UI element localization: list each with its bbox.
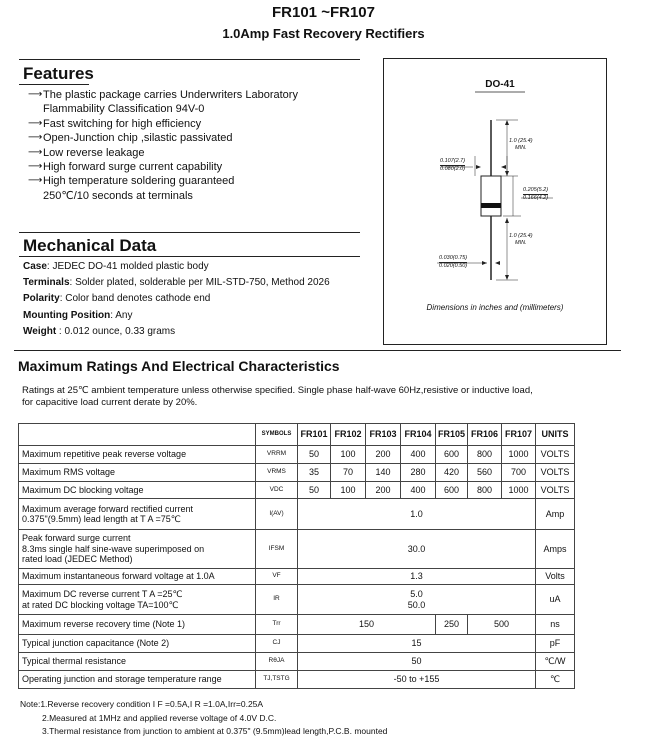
arrow-bullet-icon: ⟶ — [28, 161, 43, 173]
table-row — [19, 635, 575, 653]
table-cell: Typical thermal resistance — [19, 653, 256, 671]
feature-item: ⟶ Open-Junction chip ,silastic passivated — [28, 132, 233, 145]
table-cell: ℃ — [536, 671, 575, 689]
features-heading: Features — [23, 64, 94, 83]
table-cell: VF — [256, 569, 298, 585]
dim-wire-diameter: 0.030(0.75) 0.020(0.50) — [439, 255, 468, 269]
table-cell: 600 — [436, 446, 468, 464]
arrow-bullet-icon: ⟶ — [28, 117, 43, 129]
do41-package-drawing — [383, 58, 607, 345]
table-cell: 5.0 50.0 — [298, 585, 536, 615]
table-cell: I(AV) — [256, 499, 298, 530]
table-cell: 140 — [366, 464, 401, 482]
table-row — [19, 585, 575, 615]
table-cell: uA — [536, 585, 575, 615]
mechanical-row: Polarity: Color band denotes cathode end — [23, 293, 211, 305]
mechanical-row: Terminals: Solder plated, solderable per MIL-STD-750, Method 2026 — [23, 277, 330, 289]
table-cell: 70 — [331, 464, 366, 482]
dim-lead-top: 1.0 (25.4) MIN. — [509, 138, 533, 151]
table-row — [19, 671, 575, 689]
document-subtitle: 1.0Amp Fast Recovery Rectifiers — [222, 26, 425, 41]
table-cell: Amp — [536, 499, 575, 530]
document-title: FR101 ~FR107 — [272, 4, 375, 21]
table-cell: TJ,TSTG — [256, 671, 298, 689]
table-row — [19, 482, 575, 499]
table-cell: IFSM — [256, 530, 298, 569]
table-cell: RθJA — [256, 653, 298, 671]
table-cell: 1.0 — [298, 499, 536, 530]
table-cell: ℃/W — [536, 653, 575, 671]
feature-item: ⟶ High temperature soldering guaranteed 250℃/10 seconds at terminals — [28, 175, 235, 202]
table-cell: 700 — [502, 464, 536, 482]
table-cell: 200 — [366, 482, 401, 499]
ratings-description: Ratings at 25℃ ambient temperature unless otherwise specified. Single phase half-wave 60Hz,resistive or inductive load, for capacitive load current derate by 20%. — [22, 385, 533, 408]
table-cell: IR — [256, 585, 298, 615]
table-cell: 500 — [468, 615, 536, 635]
table-cell: Amps — [536, 530, 575, 569]
table-cell: 600 — [436, 482, 468, 499]
units-header: UNITS — [536, 424, 575, 446]
arrow-bullet-icon: ⟶ — [28, 89, 43, 100]
table-cell: Peak forward surge current 8.3ms single half sine-wave superimposed on rated load (JEDEC Method) — [19, 530, 256, 569]
table-cell: 150 — [298, 615, 436, 635]
table-cell: Maximum DC blocking voltage — [19, 482, 256, 499]
table-cell: VRRM — [256, 446, 298, 464]
arrow-bullet-icon: ⟶ — [28, 146, 43, 158]
table-cell: VOLTS — [536, 482, 575, 499]
table-cell: Trr — [256, 615, 298, 635]
table-cell: 560 — [468, 464, 502, 482]
table-cell: 50 — [298, 653, 536, 671]
table-cell: Operating junction and storage temperature range — [19, 671, 256, 689]
table-row — [19, 464, 575, 482]
ratings-heading: Maximum Ratings And Electrical Characteristics — [18, 358, 340, 374]
notes-section — [20, 698, 640, 739]
mechanical-row: Mounting Position: Any — [23, 309, 133, 321]
feature-item: ⟶ The plastic package carries Underwriters Laboratory Flammability Classification 94V-0 — [28, 89, 298, 116]
arrow-bullet-icon: ⟶ — [28, 175, 43, 187]
table-cell: Maximum DC reverse current T A =25℃ at rated DC blocking voltage TA=100℃ — [19, 585, 256, 615]
table-cell: 200 — [366, 446, 401, 464]
features-top-rule — [19, 59, 360, 60]
table-cell: 100 — [331, 446, 366, 464]
table-cell: -50 to +155 — [298, 671, 536, 689]
table-cell: Maximum reverse recovery time (Note 1) — [19, 615, 256, 635]
table-cell: 1.3 — [298, 569, 536, 585]
table-cell: CJ — [256, 635, 298, 653]
features-heading-rule — [19, 84, 89, 85]
table-cell: VDC — [256, 482, 298, 499]
part-header: FR101 — [298, 424, 331, 446]
cathode-band — [481, 203, 501, 208]
table-row — [19, 530, 575, 569]
table-cell: 250 — [436, 615, 468, 635]
mechanical-row: Weight : 0.012 ounce, 0.33 grams — [23, 325, 176, 337]
diode-body — [481, 176, 501, 216]
features-list — [28, 88, 368, 203]
table-cell: VOLTS — [536, 446, 575, 464]
table-cell: 15 — [298, 635, 536, 653]
table-cell: ns — [536, 615, 575, 635]
part-header: FR107 — [502, 424, 536, 446]
table-cell: 280 — [401, 464, 436, 482]
ratings-table — [18, 423, 575, 689]
symbols-header: SYMBOLS — [256, 424, 298, 446]
mechanical-data-list — [23, 259, 363, 340]
part-header: FR106 — [468, 424, 502, 446]
table-cell: 800 — [468, 446, 502, 464]
feature-item: ⟶ High forward surge current capability — [28, 161, 223, 174]
part-header: FR102 — [331, 424, 366, 446]
table-cell: 400 — [401, 482, 436, 499]
table-row — [19, 653, 575, 671]
dim-lead-diameter: 0.107(2.7) 0.080(2.0) — [440, 158, 466, 172]
table-cell: VRMS — [256, 464, 298, 482]
dimensions-note: Dimensions in inches and (millimeters) — [426, 303, 564, 312]
table-cell: 400 — [401, 446, 436, 464]
table-cell: Maximum instantaneous forward voltage at 1.0A — [19, 569, 256, 585]
arrow-bullet-icon: ⟶ — [28, 132, 43, 144]
table-cell: VOLTS — [536, 464, 575, 482]
table-cell: Typical junction capacitance (Note 2) — [19, 635, 256, 653]
table-row — [19, 569, 575, 585]
dim-body-length: 0.205(5.2) 0.166(4.2) — [523, 187, 549, 201]
table-row — [19, 499, 575, 530]
mechanical-row: Case: JEDEC DO-41 molded plastic body — [23, 261, 209, 272]
blank-header-cell — [19, 424, 256, 446]
table-cell: Maximum repetitive peak reverse voltage — [19, 446, 256, 464]
table-cell: 30.0 — [298, 530, 536, 569]
table-cell: 50 — [298, 446, 331, 464]
table-cell: 50 — [298, 482, 331, 499]
table-row — [19, 615, 575, 635]
table-cell: Volts — [536, 569, 575, 585]
note-line: 2.Measured at 1MHz and applied reverse voltage of 4.0V D.C. — [42, 712, 277, 723]
table-cell: 1000 — [502, 482, 536, 499]
part-header: FR103 — [366, 424, 401, 446]
table-cell: Maximum RMS voltage — [19, 464, 256, 482]
note-line: 3.Thermal resistance from junction to ambient at 0.375" (9.5mm)lead length,P.C.B. mounted — [42, 726, 388, 736]
part-header: FR105 — [436, 424, 468, 446]
table-cell: 35 — [298, 464, 331, 482]
mechanical-top-rule — [19, 232, 360, 233]
table-cell: pF — [536, 635, 575, 653]
package-title: DO-41 — [485, 79, 515, 90]
table-cell: 420 — [436, 464, 468, 482]
note-line: Note:1.Reverse recovery condition I F =0.5A,I R =1.0A,Irr=0.25A — [20, 699, 264, 709]
mechanical-heading: Mechanical Data — [23, 236, 157, 255]
table-row — [19, 446, 575, 464]
ratings-top-rule — [14, 350, 621, 351]
table-header-row — [19, 424, 575, 446]
dim-lead-bottom: 1.0 (25.4) MIN. — [509, 233, 533, 246]
mechanical-heading-rule — [19, 256, 360, 257]
table-cell: Maximum average forward rectified current 0.375"(9.5mm) lead length at T A =75℃ — [19, 499, 256, 530]
table-cell: 800 — [468, 482, 502, 499]
feature-item: ⟶ Fast switching for high efficiency — [28, 117, 202, 130]
table-cell: 1000 — [502, 446, 536, 464]
table-cell: 100 — [331, 482, 366, 499]
feature-item: ⟶ Low reverse leakage — [28, 146, 145, 159]
part-header: FR104 — [401, 424, 436, 446]
